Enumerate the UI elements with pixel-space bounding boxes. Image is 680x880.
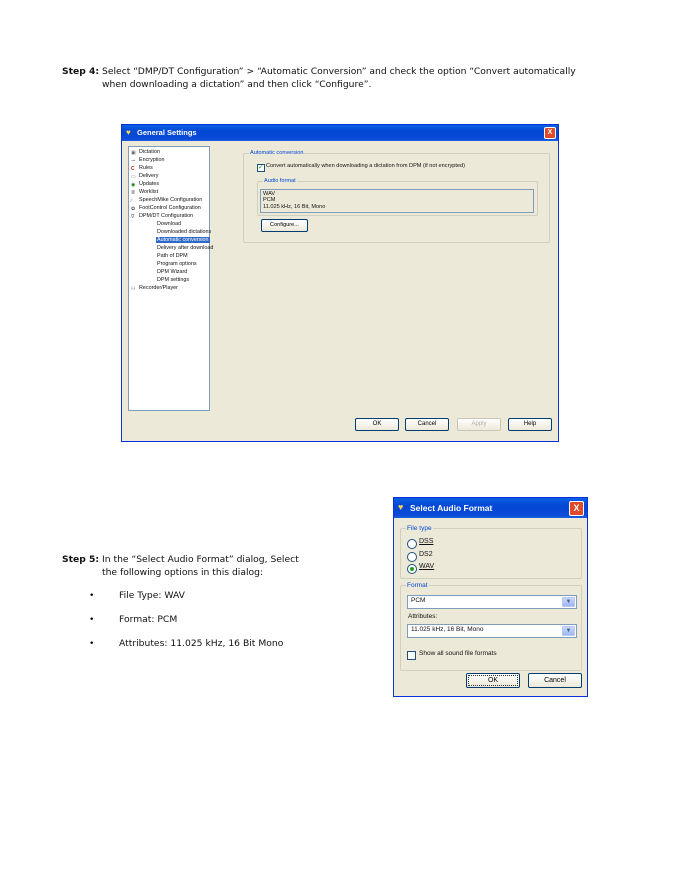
radio-wav-label[interactable]: WAV	[419, 563, 435, 570]
radio-dss[interactable]	[407, 539, 417, 549]
cancel-button[interactable]: Cancel	[528, 673, 582, 688]
attributes-select-value: 11.025 kHz, 16 Bit, Mono	[411, 626, 484, 633]
close-button[interactable]	[569, 501, 584, 516]
dictation-icon: ▣	[131, 150, 136, 156]
tree-item-download[interactable]: Download	[157, 221, 181, 227]
audio-format-display	[260, 189, 534, 213]
list-item: • Format: PCM	[89, 614, 178, 625]
tree-item-automatic-conversion[interactable]: Automatic conversion	[157, 237, 209, 243]
rules-icon: C	[131, 166, 135, 172]
tree-item-dictation[interactable]: ▣ Dictation	[131, 149, 160, 156]
file-type-title: File type	[407, 525, 432, 532]
dpm-icon: ∇	[131, 214, 135, 220]
audio-format-title: Audio format	[264, 178, 296, 184]
radio-ds2[interactable]	[407, 552, 417, 562]
convert-automatically-label[interactable]: Convert automatically when downloading a dictation from DPM (if not encrypted)	[266, 163, 465, 169]
format-select-value: PCM	[411, 597, 426, 604]
radio-dss-label[interactable]: DSS	[419, 538, 434, 545]
bullet-icon: •	[89, 590, 95, 601]
step-4-label: Step 4:	[62, 66, 100, 77]
step-5-instruction	[62, 553, 342, 661]
select-audio-format-title: Select Audio Format	[410, 503, 493, 513]
audio-format-line: WAV	[263, 191, 276, 197]
help-button[interactable]: Help	[508, 418, 552, 431]
general-settings-titlebar	[122, 125, 558, 141]
show-all-formats-label[interactable]: Show all sound file formats	[419, 650, 497, 657]
tree-item-recorder-player[interactable]: ⚇ Recorder/Player	[131, 285, 178, 292]
attributes-select[interactable]	[407, 624, 577, 638]
general-settings-title: General Settings	[137, 128, 197, 137]
attributes-label: Attributes:	[408, 613, 438, 620]
tree-item-updates[interactable]: ◉ Updates	[131, 181, 160, 188]
radio-selected-dot	[410, 567, 414, 571]
settings-tree[interactable]	[128, 146, 214, 411]
tree-item-dpm-wizard[interactable]: DPM Wizard	[157, 269, 188, 275]
audio-format-line: PCM	[263, 197, 276, 204]
bullet-icon: •	[89, 638, 95, 649]
recorder-icon: ⚇	[131, 286, 136, 292]
ok-button[interactable]: OK	[355, 418, 399, 431]
convert-automatically-checkbox[interactable]	[257, 164, 265, 172]
key-icon: ⊸	[131, 158, 136, 164]
footcontrol-icon: ✿	[131, 206, 136, 212]
chevron-down-icon: ▼	[562, 626, 575, 636]
tree-item-delivery[interactable]: ▭ Delivery	[131, 173, 159, 180]
select-audio-format-titlebar	[394, 498, 587, 518]
audio-format-line: 11.025 kHz, 16 Bit, Mono	[263, 203, 326, 210]
tree-item-footcontrol[interactable]: ✿ FootControl Configuration	[131, 205, 201, 212]
tree-item-path-of-dpm[interactable]: Path of DPM	[157, 253, 188, 259]
ok-button[interactable]: OK	[466, 673, 520, 688]
show-all-formats-checkbox[interactable]	[407, 651, 416, 660]
bullet-icon: •	[89, 614, 95, 625]
radio-ds2-label[interactable]: DS2	[419, 551, 433, 558]
general-settings-window	[121, 124, 559, 442]
tree-item-encryption[interactable]: ⊸ Encryption	[131, 157, 165, 164]
step-4-text-line2: when downloading a dictation” and then click “Configure”.	[102, 79, 372, 90]
delivery-icon: ▭	[131, 174, 136, 180]
tree-item-program-options[interactable]: Program options	[157, 261, 197, 267]
list-item: • File Type: WAV	[89, 590, 185, 601]
updates-icon: ◉	[131, 182, 136, 188]
step-5-text-line2: the following options in this dialog:	[102, 567, 264, 578]
app-icon: ♥	[126, 128, 131, 137]
tree-item-dpm-dt[interactable]: ∇ DPM/DT Configuration	[131, 213, 194, 220]
tree-item-speechmike[interactable]: ∕ SpeechMike Configuration	[131, 197, 203, 204]
close-icon: X	[547, 129, 553, 136]
tree-item-worklist[interactable]: ≣ Worklist	[131, 189, 159, 196]
step-4-instruction	[62, 65, 642, 91]
apply-button[interactable]: Apply	[457, 418, 501, 431]
step-5-text-line1: In the “Select Audio Format” dialog, Select	[102, 554, 299, 565]
radio-wav[interactable]	[407, 564, 417, 574]
tree-item-delivery-after-download[interactable]: Delivery after download	[157, 245, 214, 251]
close-button[interactable]	[544, 127, 556, 139]
cancel-button[interactable]: Cancel	[405, 418, 449, 431]
automatic-conversion-title: Automatic conversion	[250, 150, 304, 156]
configure-button[interactable]: Configure...	[261, 219, 308, 232]
close-icon: X	[573, 503, 580, 513]
worklist-icon: ≣	[131, 190, 136, 196]
select-audio-format-dialog	[393, 497, 588, 697]
chevron-down-icon: ▼	[562, 597, 575, 607]
tree-item-dpm-settings[interactable]: DPM settings	[157, 277, 190, 283]
check-icon: ✓	[258, 163, 264, 171]
step-5-bullet-list	[62, 589, 342, 661]
app-icon: ♥	[398, 502, 404, 512]
step-5-label: Step 5:	[62, 554, 100, 565]
list-item: • Attributes: 11.025 kHz, 16 Bit Mono	[89, 638, 284, 649]
step-4-text-line1: Select “DMP/DT Configuration” > “Automatic Conversion” and check the option “Convert automatically	[102, 66, 576, 77]
speechmike-icon: ∕	[131, 198, 132, 204]
tree-item-rules[interactable]: C Rules	[131, 165, 153, 172]
format-select[interactable]	[407, 595, 577, 609]
tree-item-downloaded-dictations[interactable]: Downloaded dictations	[157, 229, 212, 235]
format-title: Format	[407, 582, 428, 589]
